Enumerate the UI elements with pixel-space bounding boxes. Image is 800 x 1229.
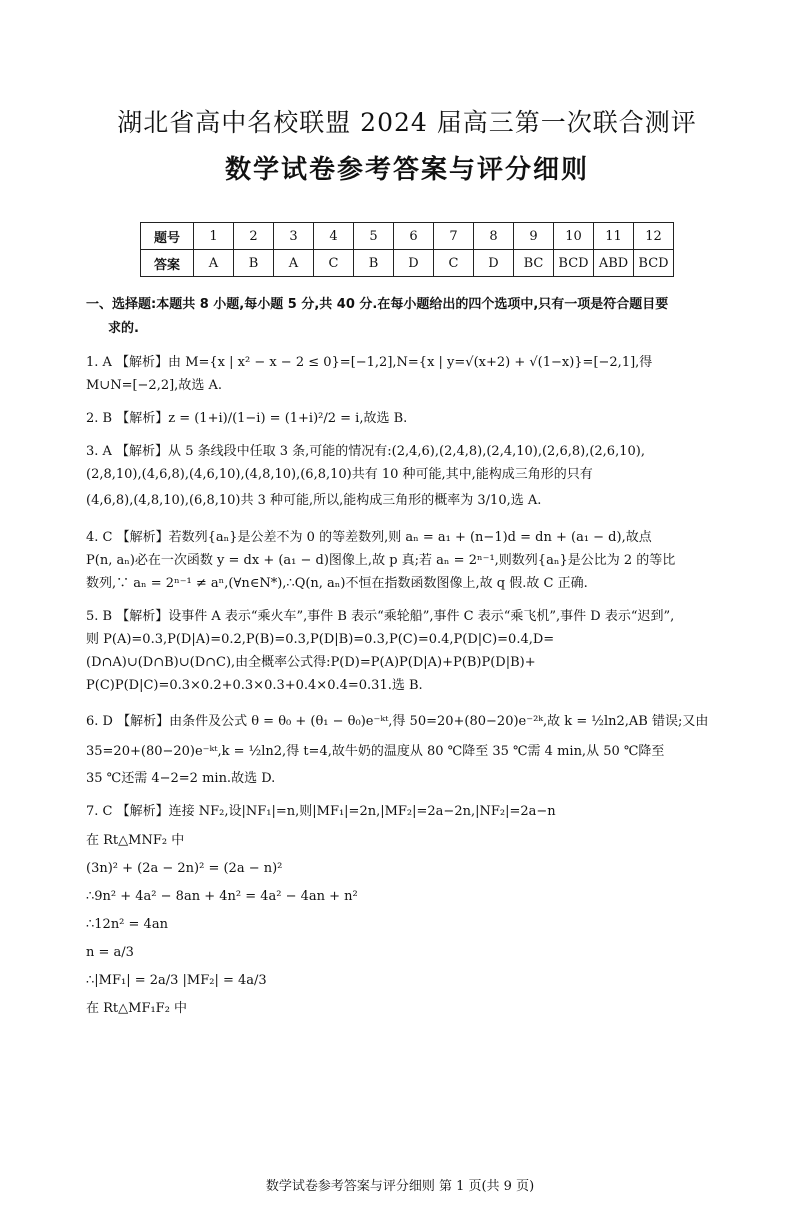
table-cell: 12 [634, 223, 674, 250]
solution-line: 在 Rt△MF₁F₂ 中 [86, 1001, 188, 1016]
table-cell: 9 [514, 223, 554, 250]
question-text: (4,6,8),(4,8,10),(6,8,10)共 3 种可能,所以,能构成三角形的概率为 3/10,选 A. [86, 493, 542, 508]
solution-7-steps [86, 831, 728, 1019]
question-text: (2,8,10),(4,6,8),(4,6,10),(4,8,10),(6,8,10)共有 10 种可能,其中,能构成三角形的只有 [86, 467, 593, 482]
table-cell: ABD [594, 250, 634, 277]
question-6 [86, 707, 728, 790]
table-cell: 8 [474, 223, 514, 250]
table-row-answers [141, 250, 674, 277]
section-heading-line: 一、选择题:本题共 8 小题,每小题 5 分,共 40 分.在每小题给出的四个选项中,只有一项是符合题目要 [86, 297, 669, 312]
table-cell: C [314, 250, 354, 277]
table-cell: 3 [274, 223, 314, 250]
table-cell: BCD [634, 250, 674, 277]
solution-line: 在 Rt△MNF₂ 中 [86, 833, 185, 848]
question-text: 35=20+(80−20)e⁻ᵏᵗ,k = ½ln2,得 t=4,故牛奶的温度从 80 ℃降至 35 ℃需 4 min,从 50 ℃降至 [86, 744, 665, 759]
table-header-answer: 答案 [141, 250, 194, 277]
table-cell: 10 [554, 223, 594, 250]
question-text: 数列,∵ aₙ = 2ⁿ⁻¹ ≠ aⁿ,(∀n∈N*),∴Q(n, aₙ)不恒在指数函数图像上,故 q 假.故 C 正确. [86, 576, 588, 591]
answer-table [140, 222, 674, 277]
table-cell: BCD [554, 250, 594, 277]
table-header-question: 题号 [141, 223, 194, 250]
table-cell: A [274, 250, 314, 277]
question-text: 6. D 【解析】由条件及公式 θ = θ₀ + (θ₁ − θ₀)e⁻ᵏᵗ,得 50=20+(80−20)e⁻²ᵏ,故 k = ½ln2,AB 错误;又由 [86, 714, 709, 729]
question-text: 35 ℃还需 4−2=2 min.故选 D. [86, 771, 276, 786]
document-subtitle: 数学试卷参考答案与评分细则 [224, 155, 589, 185]
question-5 [86, 605, 728, 697]
table-cell: B [354, 250, 394, 277]
question-text: M∪N=[−2,2],故选 A. [86, 378, 222, 393]
table-cell: 7 [434, 223, 474, 250]
table-cell: D [474, 250, 514, 277]
table-row-numbers [141, 223, 674, 250]
solution-line: (3n)² + (2a − 2n)² = (2a − n)² [86, 861, 283, 876]
question-1 [86, 351, 728, 397]
document-page [0, 103, 800, 1229]
table-cell: 2 [234, 223, 274, 250]
document-title: 湖北省高中名校联盟 2024 届高三第一次联合测评 [117, 108, 697, 137]
question-text: 则 P(A)=0.3,P(D|A)=0.2,P(B)=0.3,P(D|B)=0.3,P(C)=0.4,P(D|C)=0.4,D= [86, 632, 555, 647]
section-heading-line: 求的. [108, 321, 139, 336]
question-text: 2. B 【解析】z = (1+i)/(1−i) = (1+i)²/2 = i,故选 B. [86, 411, 408, 426]
question-3 [86, 440, 728, 516]
table-cell: B [234, 250, 274, 277]
table-cell: 1 [194, 223, 234, 250]
solution-line: ∴|MF₁| = 2a/3 |MF₂| = 4a/3 [86, 973, 267, 988]
question-2 [86, 407, 728, 430]
question-text: P(C)P(D|C)=0.3×0.2+0.3×0.3+0.4×0.4=0.31.选 B. [86, 678, 423, 693]
question-text: 3. A 【解析】从 5 条线段中任取 3 条,可能的情况有:(2,4,6),(2,4,8),(2,4,10),(2,6,8),(2,6,10), [86, 444, 645, 459]
solution-line: ∴9n² + 4a² − 8an + 4n² = 4a² − 4an + n² [86, 889, 358, 904]
table-cell: 6 [394, 223, 434, 250]
table-cell: 11 [594, 223, 634, 250]
table-cell: C [434, 250, 474, 277]
question-7 [86, 800, 728, 823]
question-text: 5. B 【解析】设事件 A 表示“乘火车”,事件 B 表示“乘轮船”,事件 C 表示“乘飞机”,事件 D 表示“迟到”, [86, 609, 675, 624]
table-cell: D [394, 250, 434, 277]
section-heading [86, 293, 728, 341]
solution-line: n = a/3 [86, 945, 134, 960]
question-text: P(n, aₙ)必在一次函数 y = dx + (a₁ − d)图像上,故 p 真;若 aₙ = 2ⁿ⁻¹,则数列{aₙ}是公比为 2 的等比 [86, 553, 676, 568]
table-cell: A [194, 250, 234, 277]
question-text: (D∩A)∪(D∩B)∪(D∩C),由全概率公式得:P(D)=P(A)P(D|A)+P(B)P(D|B)+ [86, 655, 536, 670]
question-text: 1. A 【解析】由 M={x | x² − x − 2 ≤ 0}=[−1,2],N={x | y=√(x+2) + √(1−x)}=[−2,1],得 [86, 355, 653, 370]
solution-line: ∴12n² = 4an [86, 917, 168, 932]
table-cell: 4 [314, 223, 354, 250]
question-text: 7. C 【解析】连接 NF₂,设|NF₁|=n,则|MF₁|=2n,|MF₂|=2a−2n,|NF₂|=2a−n [86, 804, 556, 819]
table-cell: BC [514, 250, 554, 277]
question-4 [86, 526, 728, 595]
page-footer: 数学试卷参考答案与评分细则 第 1 页(共 9 页) [265, 1179, 535, 1194]
question-text: 4. C 【解析】若数列{aₙ}是公差不为 0 的等差数列,则 aₙ = a₁ + (n−1)d = dn + (a₁ − d),故点 [86, 530, 652, 545]
table-cell: 5 [354, 223, 394, 250]
